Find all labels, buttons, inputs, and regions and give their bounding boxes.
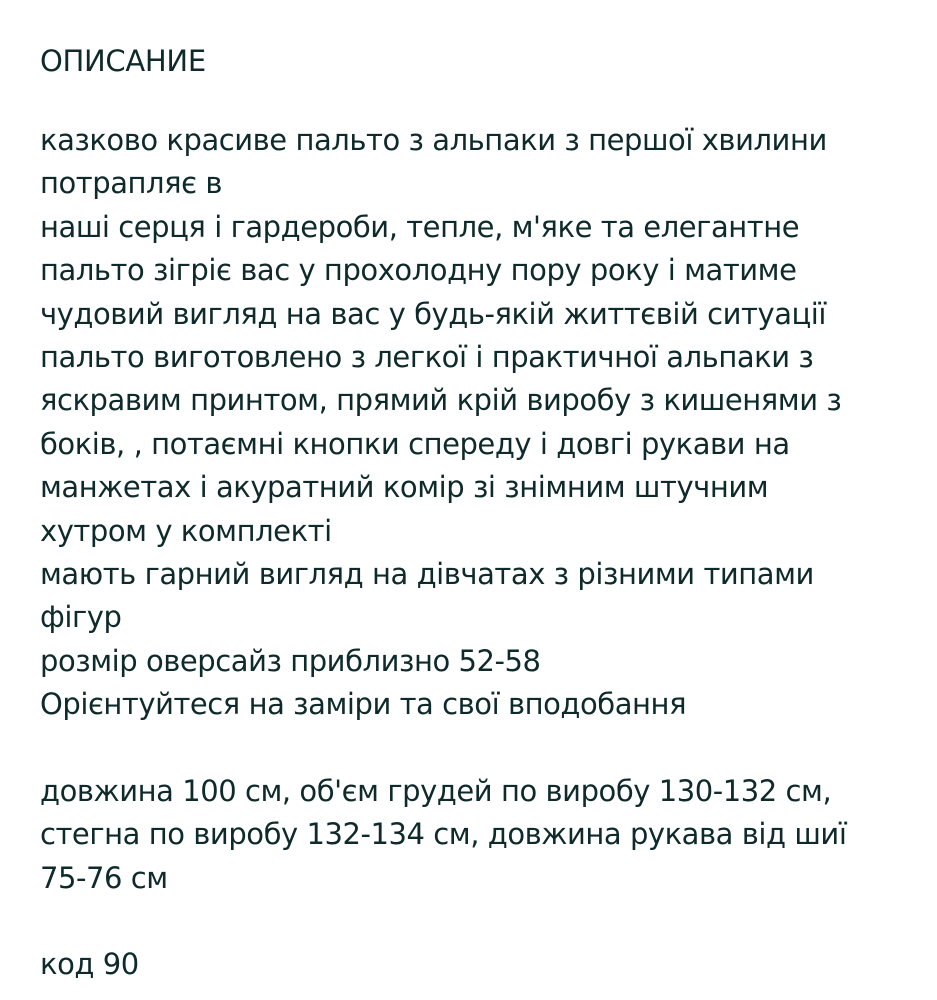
description-line: хутром у комплекті <box>40 513 332 548</box>
description-line: чудовий вигляд на вас у будь-якій життєвій ситуації <box>40 296 827 331</box>
measurement-line: стегна по виробу 132-134 см, довжина рукава від шиї <box>40 817 847 852</box>
description-line: фігур <box>40 600 122 635</box>
description-line: пальто виготовлено з легкої і практичної альпаки з <box>40 339 814 374</box>
description-line: казково красиве пальто з альпаки з першої хвилини <box>40 123 827 157</box>
description-line: мають гарний вигляд на дівчатах з різними типами <box>40 556 814 591</box>
product-code: код 90 <box>40 947 139 981</box>
size-line: розмір оверсайз приблизно 52-58 <box>40 643 541 678</box>
description-line: потрапляє в <box>40 166 222 201</box>
description-line: пальто зігріє вас у прохолодну пору року і матиме <box>40 253 797 288</box>
measurement-line: 75-76 см <box>40 860 168 895</box>
guidance-line: Орієнтуйтеся на заміри та свої вподобання <box>40 687 687 722</box>
description-line: наші серця і гардероби, тепле, м'яке та елегантне <box>40 209 800 244</box>
description-line: яскравим принтом, прямий крій виробу з кишенями з <box>40 383 842 418</box>
measurement-line: довжина 100 см, об'єм грудей по виробу 130-132 см, <box>40 774 832 808</box>
measurements-text <box>40 770 846 900</box>
description-text <box>40 119 841 726</box>
description-line: боків, , потаємні кнопки спереду і довгі рукави на <box>40 426 790 461</box>
description-line: манжетах і акуратний комір зі знімним штучним <box>40 470 769 505</box>
section-heading: ОПИСАНИЕ <box>40 44 206 78</box>
